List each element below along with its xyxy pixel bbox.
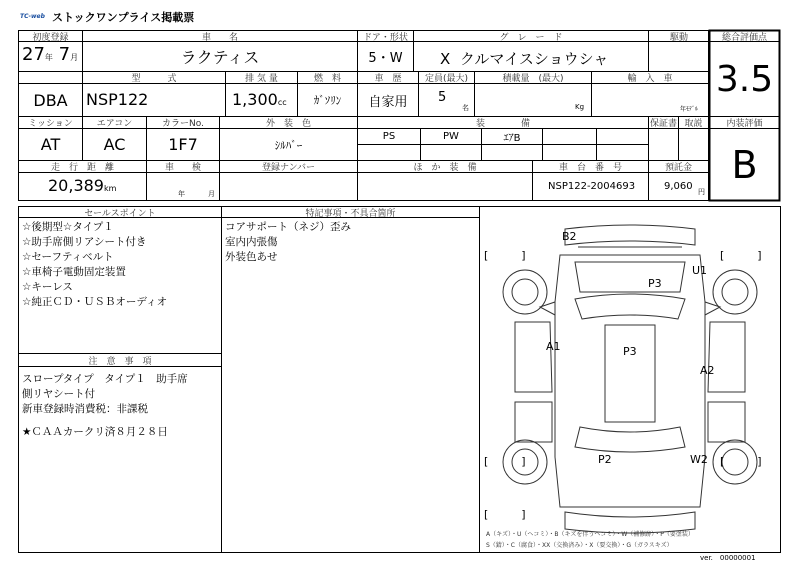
car-name-value: ラクティス bbox=[180, 48, 260, 67]
caution-list bbox=[22, 372, 220, 462]
model-label: 型 式 bbox=[131, 74, 177, 84]
list-item: ☆後期型☆タイプ１ bbox=[22, 221, 114, 233]
list-item: 外装色あせ bbox=[225, 251, 278, 263]
damage-mark: P3 bbox=[648, 277, 662, 290]
sales-points-label: セールスポイント bbox=[84, 208, 156, 219]
displacement-value: 1,300cc bbox=[232, 90, 287, 109]
list-item: ☆純正ＣＤ・ＵＳＢオーディオ bbox=[22, 296, 168, 308]
model-value: NSP122 bbox=[86, 90, 149, 109]
capacity-unit: 名 bbox=[462, 104, 469, 112]
fuel-value: ｶﾞｿﾘﾝ bbox=[313, 94, 342, 107]
mileage-label: 走 行 距 離 bbox=[50, 163, 114, 173]
history-label: 車 歴 bbox=[374, 74, 402, 84]
first-reg-label: 初度登録 bbox=[32, 32, 69, 43]
equip-ab: ｴｱB bbox=[503, 133, 521, 144]
year-unit: 年 bbox=[44, 53, 53, 62]
damage-mark: U1 bbox=[692, 264, 708, 277]
reg-number-label: 登録ナンバー bbox=[262, 163, 315, 173]
chassis-no-value: NSP122-2004693 bbox=[548, 181, 636, 192]
month-value: 7 bbox=[58, 44, 71, 65]
first-reg-value bbox=[22, 44, 82, 70]
equipment-label: 装 備 bbox=[475, 119, 530, 129]
manual-label: 取説 bbox=[684, 119, 703, 129]
damage-mark: A1 bbox=[546, 340, 561, 353]
list-item bbox=[22, 417, 220, 425]
caution-label: 注 意 事 項 bbox=[88, 356, 152, 367]
list-item: コアサポート（ネジ）歪み bbox=[225, 221, 351, 233]
page-title: ストックワンプライス掲載票 bbox=[52, 11, 195, 24]
aircon-label: エアコン bbox=[96, 119, 133, 129]
damage-mark: P3 bbox=[623, 345, 637, 358]
load-label: 積載量 (最大) bbox=[502, 74, 564, 84]
interior-score-label: 内装評価 bbox=[726, 119, 763, 129]
bracket-left-top: [ ] bbox=[484, 249, 526, 262]
sales-points-list bbox=[22, 220, 220, 350]
legend-line-1: A（キズ）・U（ヘコミ）・B（キズを伴うヘコミ）・W（補修跡）・P（要塗装） bbox=[486, 531, 694, 538]
inspection-month-unit: 月 bbox=[208, 190, 215, 198]
list-item: ☆車椅子電動固定装置 bbox=[22, 266, 126, 278]
grade-prefix: X bbox=[440, 50, 451, 68]
damage-mark: B2 bbox=[562, 230, 577, 243]
grade-value bbox=[440, 48, 648, 68]
displacement-label: 排 気 量 bbox=[245, 74, 278, 84]
bracket-left-bottom: [ ] bbox=[484, 455, 526, 468]
overall-score-label: 総合評価点 bbox=[721, 32, 767, 43]
month-unit: 月 bbox=[70, 53, 79, 62]
aircon-value: AC bbox=[103, 135, 126, 154]
mission-label: ミッション bbox=[28, 119, 73, 129]
warranty-label: 保証書 bbox=[649, 119, 677, 129]
special-notes-label: 特記事項・不具合箇所 bbox=[305, 208, 396, 219]
drive-label: 駆動 bbox=[669, 32, 688, 43]
list-item: 室内内張傷 bbox=[225, 236, 278, 248]
price-label: 預託金 bbox=[664, 163, 692, 173]
bracket-right-top: [ ] bbox=[720, 249, 762, 262]
overall-score-value: 3.5 bbox=[715, 58, 774, 100]
list-item: 側リヤシート付 bbox=[22, 388, 96, 400]
bracket-right-bottom: [ ] bbox=[720, 455, 762, 468]
capacity-value: 5 bbox=[438, 90, 447, 105]
list-item: ★ＣＡＡカークリ済８月２８日 bbox=[22, 426, 168, 438]
car-name-label: 車 名 bbox=[201, 32, 238, 43]
import-unit: 年ﾓﾃﾞﾙ bbox=[680, 106, 699, 113]
car-damage-diagram bbox=[480, 207, 780, 552]
legend-line-2: S（錆）・C（腐食）・XX（交換済み）・X（要交換）・G（ガラスキズ） bbox=[486, 542, 673, 549]
list-item: ☆セーフティベルト bbox=[22, 251, 114, 263]
mission-value: AT bbox=[40, 135, 61, 154]
interior-score-value: B bbox=[731, 142, 758, 187]
other-equipment-label: ほ か 装 備 bbox=[413, 163, 477, 173]
chassis-no-label: 車 台 番 号 bbox=[558, 163, 622, 173]
exterior-color-value: ｼﾙﾊﾞｰ bbox=[274, 138, 303, 152]
history-value: 自家用 bbox=[368, 94, 408, 110]
exterior-color-label: 外 装 色 bbox=[265, 119, 311, 129]
price-value: 9,060 bbox=[664, 181, 693, 192]
list-item: 新車登録時消費税：非課税 bbox=[22, 403, 148, 415]
list-item: ☆助手席側リアシート付き bbox=[22, 236, 147, 248]
list-item: スロープタイプ タイプ１ 助手席 bbox=[22, 373, 188, 385]
logo: TC-web bbox=[20, 13, 45, 20]
inspection-label: 車 検 bbox=[164, 163, 201, 173]
version-label: ver. 00000001 bbox=[700, 554, 756, 562]
grade-text: クルマイスショウシャ bbox=[459, 50, 609, 68]
door-shape-value: 5・W bbox=[368, 51, 403, 66]
year-value: 27 bbox=[22, 44, 45, 65]
bracket-left-low: [ ] bbox=[484, 508, 526, 521]
model-prefix-value: DBA bbox=[33, 90, 68, 110]
special-notes-list bbox=[225, 220, 477, 280]
import-label: 輸 入 車 bbox=[627, 74, 673, 84]
capacity-label: 定員(最大) bbox=[424, 74, 469, 84]
fuel-label: 燃 料 bbox=[313, 74, 341, 84]
damage-mark: P2 bbox=[598, 453, 612, 466]
price-unit: 円 bbox=[698, 188, 705, 196]
grade-label: グ レ ー ド bbox=[499, 32, 563, 43]
color-no-value: 1F7 bbox=[168, 135, 198, 154]
load-unit: Kg bbox=[575, 103, 585, 111]
inspection-year-unit: 年 bbox=[178, 190, 185, 198]
door-shape-label: ドア・形状 bbox=[363, 32, 408, 43]
color-no-label: カラーNo. bbox=[162, 119, 204, 129]
mileage-value: 20,389km bbox=[48, 176, 117, 195]
damage-mark: A2 bbox=[700, 364, 715, 377]
list-item: ☆キーレス bbox=[22, 281, 73, 293]
equip-pw: PW bbox=[443, 131, 459, 142]
equip-ps: PS bbox=[382, 131, 396, 142]
damage-mark: W2 bbox=[690, 453, 708, 466]
